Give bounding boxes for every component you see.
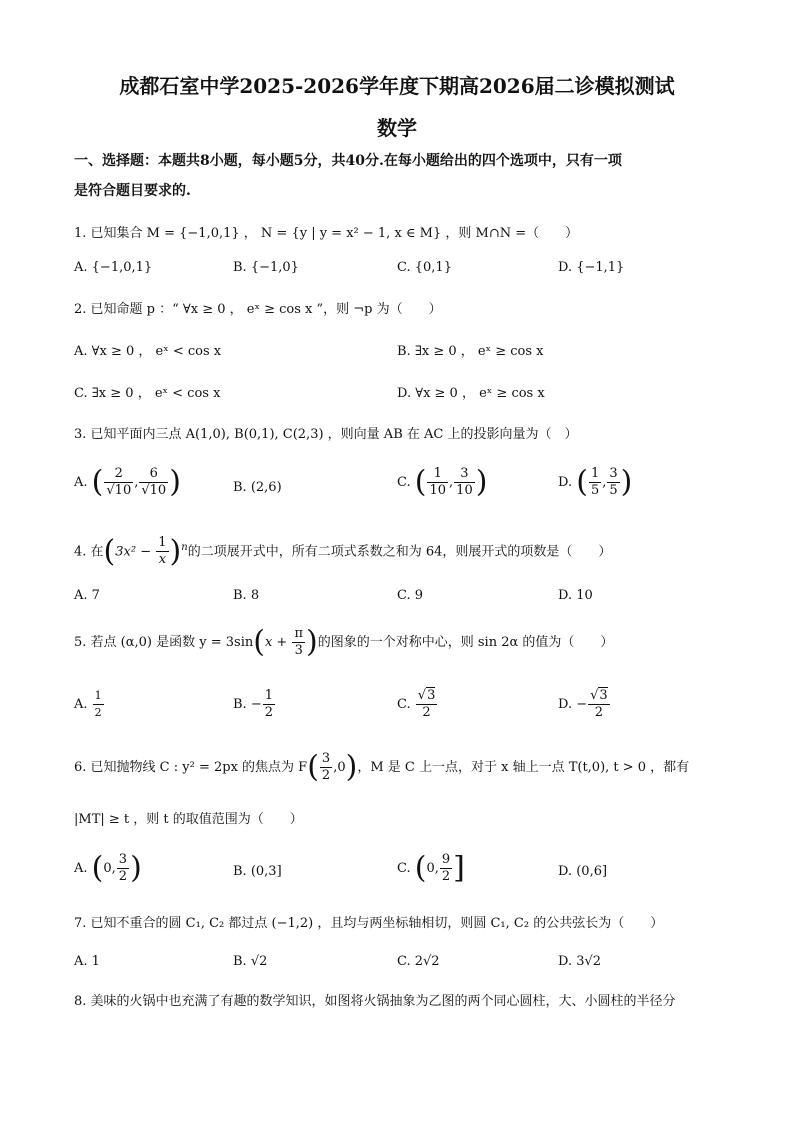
q3-option-c: C. ( $\frac{1}{10}$ , $\frac{3}{10}$ ) [397,464,488,500]
q3-a-num1: 2 [104,466,133,483]
q4-option-c: C. 9 [397,588,424,603]
q3-c-num1: 1 [427,466,448,483]
q4-stem: 4. 在(3x² − $\frac{1}{x}$ )$^n$的二项展开式中，所有二项式系数之和为 64，则展开式的项数是（ ） [74,533,612,569]
q5-option-c-label: C. [397,697,411,712]
section-heading-line1: 一、选择题：本题共8小题，每小题5分，共40分.在每小题给出的四个选项中，只有一项 [74,153,622,169]
q2-stem: 2. 已知命题 p ：“ ∀x ≥ 0 ， eˣ ≥ cos x ”，则 ¬p 为（ ） [74,302,442,317]
q5-option-c: C. $\frac{√3}{2}$ [397,688,436,720]
q6-stem: 6. 已知抛物线 C : y² = 2px 的焦点为 F( $\frac{3}{2}$ ,0)，M 是 C 上一点，对于 x 轴上一点 T(t,0), t > 0 ，都有 [74,749,690,785]
q6-option-a: A. (0, $\frac{3}{2}$ ) [74,850,142,886]
q3-c-den2: 10 [456,483,473,498]
q7-option-a: A. 1 [74,954,100,969]
q3-d-den1: 5 [590,483,600,498]
q5-option-b-label: B. − [233,697,262,712]
q1-stem: 1. 已知集合 M = {−1,0,1} ， N = {y | y = x² − 1, x ∈ M} ，则 M∩N =（ ） [74,226,579,241]
q1-option-c: C. {0,1} [397,260,452,275]
q3-d-num1: 1 [590,466,600,481]
q5-stem-post: 的图象的一个对称中心，则 sin 2α 的值为（ ） [317,635,614,650]
q3-option-d-label: D. [558,475,573,490]
q5-option-d-label: D. − [558,697,588,712]
section-heading-line2: 是符合题目要求的. [74,183,191,199]
q5-stem-pre: 5. 若点 (α,0) 是函数 y = 3sin [74,635,254,650]
q8-stem: 8. 美味的火锅中也充满了有趣的数学知识，如图将火锅抽象为乙图的两个同心圆柱，大、小圆柱的半径分 [74,994,676,1009]
q1-option-a: A. {−1,0,1} [74,260,153,275]
q3-option-b: B. (2,6) [233,480,282,495]
q7-option-c: C. 2√2 [397,954,440,969]
q2-option-d: D. ∀x ≥ 0 ， eˣ ≥ cos x [397,386,545,401]
q6-option-a-label: A. [74,861,88,876]
q6-option-c: C. (0, $\frac{9}{2}$ ] [397,850,465,886]
q2-option-c: C. ∃x ≥ 0 ， eˣ < cos x [74,386,221,401]
q3-c-den1: 10 [429,483,447,498]
q2-option-b: B. ∃x ≥ 0 ， eˣ ≥ cos x [397,344,544,359]
q4-option-a: A. 7 [74,588,100,603]
q3-option-a-label: A. [74,475,88,490]
q3-option-d: D. ( $\frac{1}{5}$ , $\frac{3}{5}$ ) [558,464,633,500]
q6-option-c-label: C. [397,861,411,876]
q6-stem-line2: |MT| ≥ t ，则 t 的取值范围为（ ） [74,812,303,827]
subject-title: 数学 [377,116,417,140]
q6-stem-post: ，M 是 C 上一点，对于 x 轴上一点 T(t,0), t > 0 ，都有 [357,760,690,775]
q5-option-d: D. − $\frac{√3}{2}$ [558,688,608,720]
q5-option-a: A. $\frac{1}{2}$ [74,689,102,719]
q4-option-b: B. 8 [233,588,260,603]
q3-option-c-label: C. [397,475,411,490]
q3-c-num2: 3 [454,466,475,483]
exam-title: 成都石室中学2025-2026学年度下期高2026届二诊模拟测试 [119,74,675,98]
q7-stem: 7. 已知不重合的圆 C₁, C₂ 都过点 (−1,2) ，且均与两坐标轴相切，则圆 C₁, C₂ 的公共弦长为（ ） [74,916,664,931]
q6-stem-pre: 6. 已知抛物线 C : y² = 2px 的焦点为 F [74,760,308,775]
q5-option-a-label: A. [74,697,88,712]
q3-a-den2: √10 [141,483,167,498]
q7-option-d: D. 3√2 [558,954,602,969]
q3-d-den2: 5 [609,483,618,498]
q3-a-num2: 6 [139,466,168,483]
q7-option-b: B. √2 [233,954,268,969]
q3-a-den1: √10 [106,483,132,498]
q3-d-num2: 3 [609,466,618,481]
q4-option-d: D. 10 [558,588,593,603]
q1-option-b: B. {−1,0} [233,260,299,275]
q6-option-d: D. (0,6] [558,864,608,879]
q6-option-b: B. (0,3] [233,864,282,879]
q4-stem-post: 的二项展开式中，所有二项式系数之和为 64，则展开式的项数是（ ） [187,544,612,560]
q5-stem: 5. 若点 (α,0) 是函数 y = 3sin(x + $\frac{\pi}{3}$ )的图象的一个对称中心，则 sin 2α 的值为（ ） [74,624,614,660]
q1-option-d: D. {−1,1} [558,260,625,275]
q2-option-a: A. ∀x ≥ 0 ， eˣ < cos x [74,344,222,359]
q3-stem: 3. 已知平面内三点 A(1,0), B(0,1), C(2,3) ，则向量 AB 在 AC 上的投影向量为（ ） [74,427,578,442]
q4-stem-pre: 4. 在 [74,544,104,560]
q3-option-a: A. ( $\frac{2}{√10}$ , $\frac{6}{√10}$ ) [74,464,181,500]
q5-option-b: B. − $\frac{1}{2}$ [233,688,273,720]
